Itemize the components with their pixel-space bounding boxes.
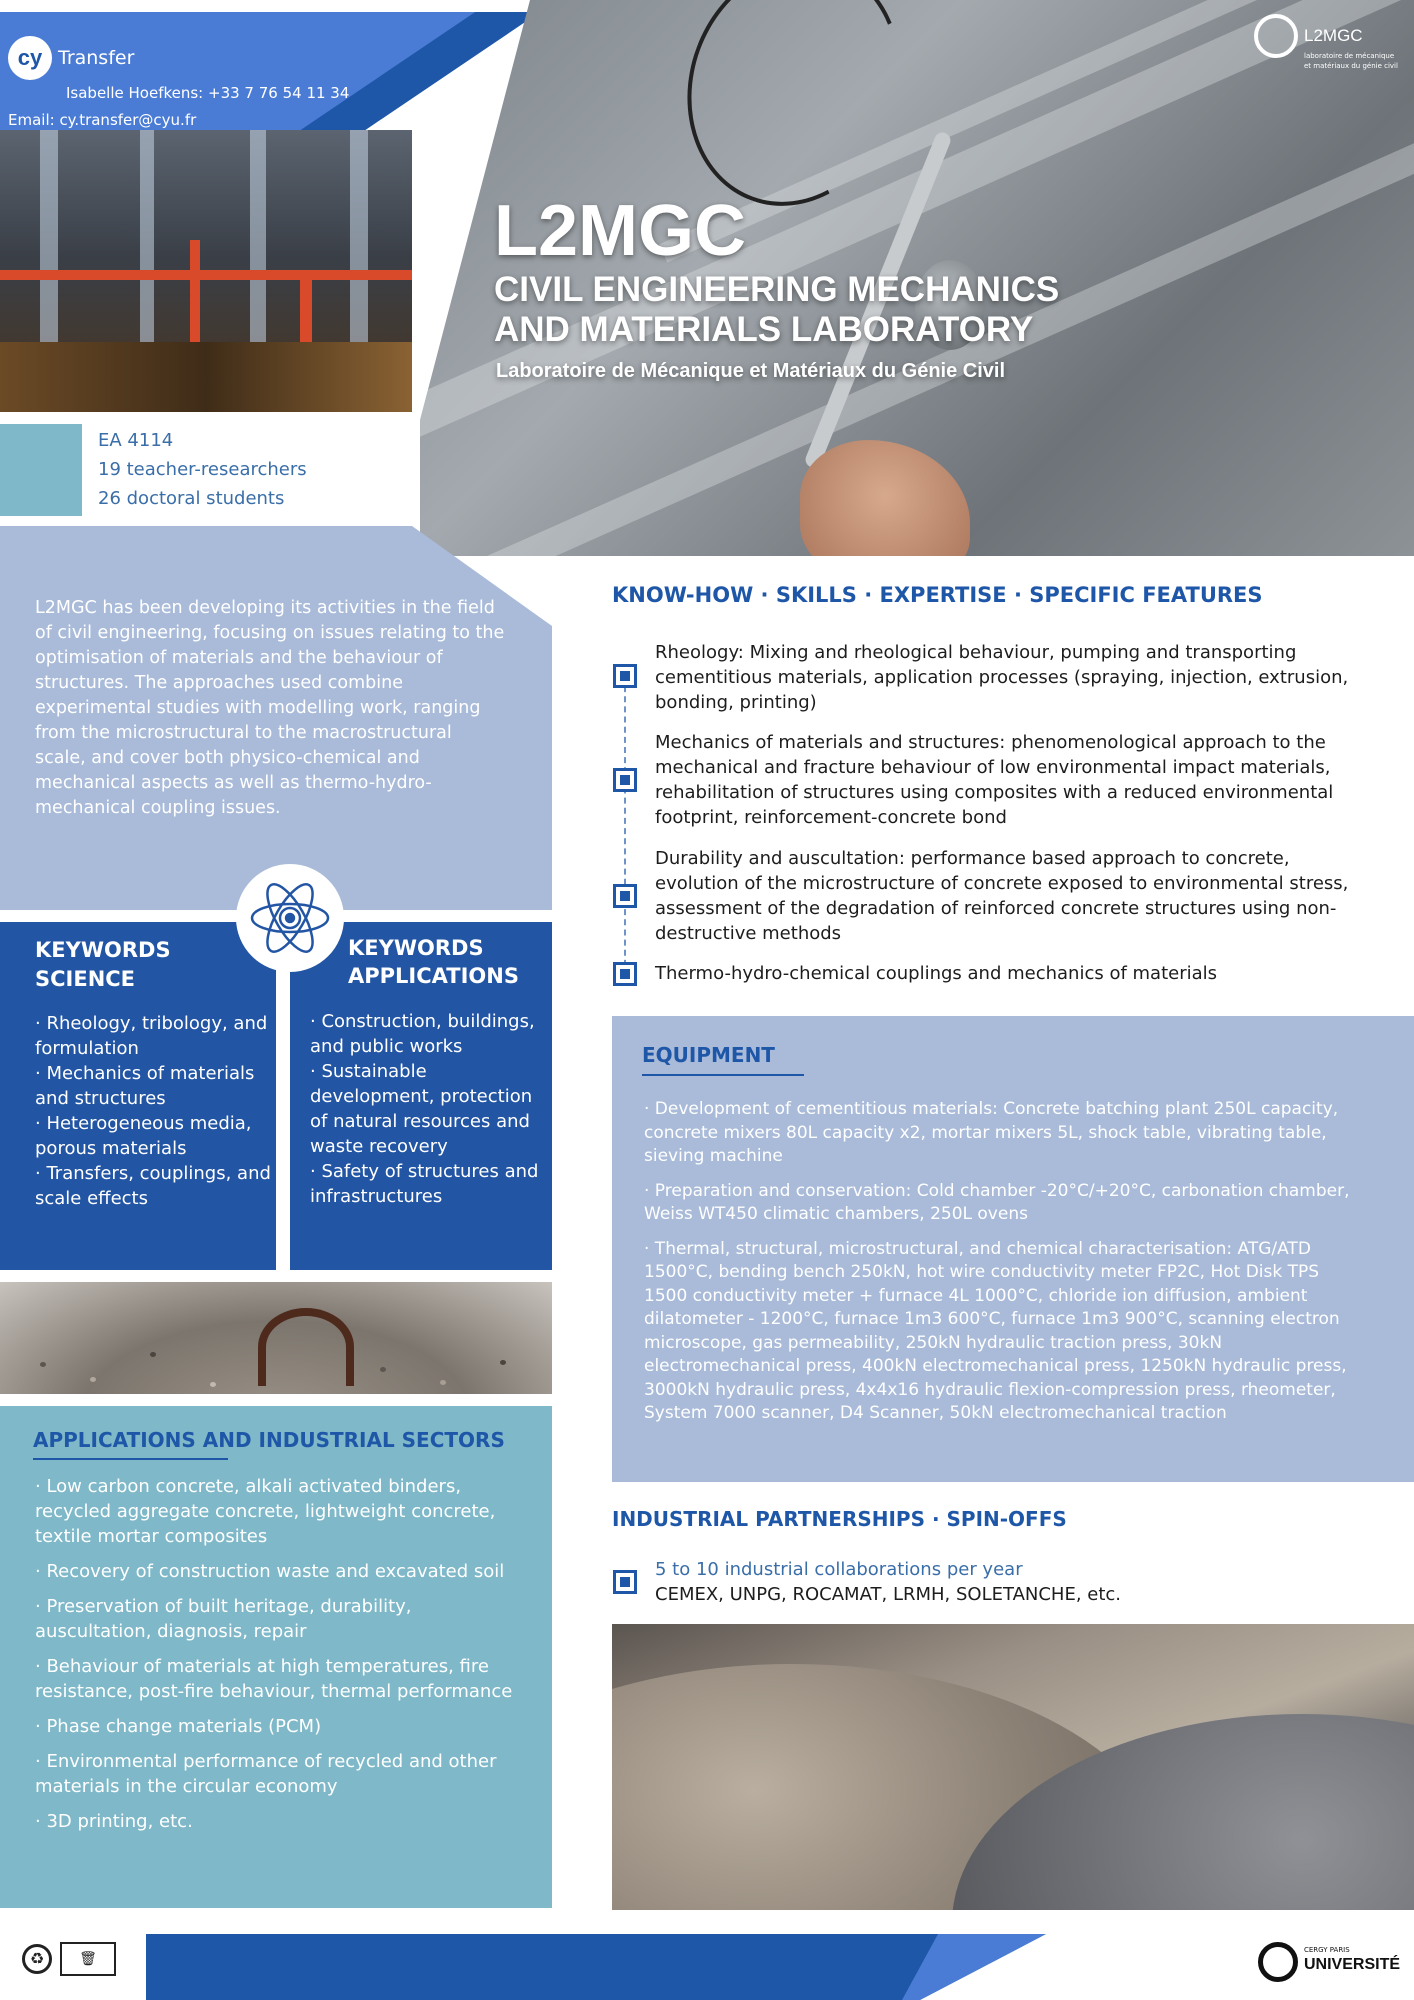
intro-text: L2MGC has been developing its activities in the field of civil engineering, focusing on issues relating to the optimisation of materials and the behaviour of structures. The approaches used combine experimental studies with modelling work, ranging from the microstructural to the macrostructural scale, and cover both physico-chemical and mechanical aspects as well as thermo-hydro-mechanical coupling issues. <box>35 598 505 818</box>
stat-ea: EA 4114 <box>98 430 174 451</box>
stats-bar <box>0 424 82 516</box>
keywords-applications-list <box>310 1009 546 1209</box>
applications-list <box>35 1474 521 1834</box>
cyu-logo <box>1258 1940 1408 1990</box>
hero-title-line2: AND MATERIALS LABORATORY <box>494 310 1034 349</box>
square-marker-icon <box>613 664 637 688</box>
equipment-item: · Preparation and conservation: Cold chamber -20°C/+20°C, carbonation chamber, Weiss WT450 climatic chambers, 250L ovens <box>644 1180 1350 1224</box>
recycle-icon: ♻ <box>22 1944 52 1974</box>
hero-acronym: L2MGC <box>494 191 746 271</box>
keyword-application-item: · Safety of structures and infrastructures <box>310 1161 539 1207</box>
lab-logo-sub2: et matériaux du génie civil <box>1304 62 1398 70</box>
trash-bin-icon: 🗑 <box>60 1942 116 1976</box>
knowhow-item: Rheology: Mixing and rheological behaviour, pumping and transporting cementitious materials, application processes (spraying, injection, extrusion, bonding, printing) <box>655 642 1349 713</box>
knowhow-item: Mechanics of materials and structures: phenomenological approach to the mechanical and fracture behaviour of low environmental impact materials, rehabilitation of structures using composites with a reduced environmental footprint, reinforcement-concrete bond <box>655 732 1334 828</box>
lab-logo-sub1: laboratoire de mécanique <box>1304 52 1395 60</box>
l2mgc-logo <box>1254 14 1404 74</box>
rebar-gravel-photo <box>0 1282 552 1394</box>
keyword-science-item: · Transfers, couplings, and scale effects <box>35 1163 271 1209</box>
application-item: · Behaviour of materials at high temperatures, fire resistance, post-fire behaviour, thermal performance <box>35 1656 513 1702</box>
contact-email[interactable]: Email: cy.transfer@cyu.fr <box>8 111 197 129</box>
partnerships-highlight: 5 to 10 industrial collaborations per year <box>655 1559 1023 1580</box>
application-item: · Recovery of construction waste and excavated soil <box>35 1561 505 1582</box>
knowhow-item: Durability and auscultation: performance based approach to concrete, evolution of the microstructure of concrete exposed to environmental stress, assessment of the degradation of reinforced concrete structures using non-destructive methods <box>655 848 1349 944</box>
footer-band <box>146 1934 1046 2000</box>
equipment-title: EQUIPMENT <box>642 1043 775 1067</box>
cyu-logo-small: CERGY PARIS <box>1304 1946 1350 1954</box>
applications-underline <box>33 1458 228 1460</box>
cyu-logo-icon <box>1258 1942 1298 1982</box>
cy-logo-icon: cy <box>8 36 52 80</box>
partnerships-list: CEMEX, UNPG, ROCAMAT, LRMH, SOLETANCHE, etc. <box>655 1584 1122 1605</box>
application-item: · Low carbon concrete, alkali activated binders, recycled aggregate concrete, lightweight concrete, textile mortar composites <box>35 1476 496 1547</box>
lab-logo-name: L2MGC <box>1304 26 1363 45</box>
application-item: · Environmental performance of recycled and other materials in the circular economy <box>35 1751 497 1797</box>
keyword-science-item: · Mechanics of materials and structures <box>35 1063 255 1109</box>
keywords-science-title-line2: SCIENCE <box>35 967 136 991</box>
contact-person: Isabelle Hoefkens: +33 7 76 54 11 34 <box>66 84 350 102</box>
square-marker-icon <box>613 1570 637 1594</box>
keywords-science-list <box>35 1011 271 1211</box>
stat-doctoral: 26 doctoral students <box>98 488 285 509</box>
aggregate-piles-photo <box>612 1624 1414 1910</box>
stat-teachers: 19 teacher-researchers <box>98 459 307 480</box>
keyword-application-item: · Construction, buildings, and public works <box>310 1011 535 1057</box>
square-marker-icon <box>613 884 637 908</box>
applications-title: APPLICATIONS AND INDUSTRIAL SECTORS <box>33 1428 505 1452</box>
square-marker-icon <box>613 962 637 986</box>
equipment-list <box>644 1098 1364 1426</box>
keyword-application-item: · Sustainable development, protection of natural resources and waste recovery <box>310 1061 533 1157</box>
atom-icon <box>246 874 334 962</box>
application-item: · Preservation of built heritage, durability, auscultation, diagnosis, repair <box>35 1596 412 1642</box>
knowhow-item: Thermo-hydro-chemical couplings and mechanics of materials <box>655 963 1218 984</box>
equipment-underline <box>642 1074 804 1076</box>
keywords-science-title-line1: KEYWORDS <box>35 938 171 962</box>
partnerships-title: INDUSTRIAL PARTNERSHIPS · SPIN-OFFS <box>612 1507 1067 1531</box>
equipment-item: · Thermal, structural, microstructural, and chemical characterisation: ATG/ATD 1500°C, bending bench 250kN, hot wire conductivity meter FP2C, Hot Disk TPS 1500 conductivity meter + furnace 4L 1000°C, chloride ion diffusion, ambient dilatometer - 1200°C, furnace 1m3 600°C, furnace 1m3 900°C, scanning electron microscope, gas permeability, 250kN hydraulic traction press, 30kN electromechanical press, 400kN electromechanical press, 1250kN hydraulic press, 3000kN hydraulic press, 4x4x16 hydraulic flexion-compression press, rheometer, System 7000 scanner, D4 Scanner, 50kN electromechanical traction <box>644 1238 1347 1423</box>
square-marker-icon <box>613 768 637 792</box>
keywords-applications-title-line1: KEYWORDS <box>348 936 484 960</box>
workshop-photo <box>0 130 412 412</box>
lab-logo-icon <box>1254 14 1298 58</box>
hero-title-line1: CIVIL ENGINEERING MECHANICS <box>494 270 1060 309</box>
keyword-science-item: · Rheology, tribology, and formulation <box>35 1013 268 1059</box>
equipment-item: · Development of cementitious materials: Concrete batching plant 250L capacity, concrete mixers 80L capacity x2, mortar mixers 5L, shock table, vibrating table, sieving machine <box>644 1099 1339 1166</box>
knowhow-title: KNOW-HOW · SKILLS · EXPERTISE · SPECIFIC FEATURES <box>612 583 1263 607</box>
application-item: · 3D printing, etc. <box>35 1811 193 1832</box>
brand-name: Transfer <box>58 47 135 69</box>
keywords-applications-title-line2: APPLICATIONS <box>348 964 519 988</box>
knowhow-timeline <box>624 676 626 976</box>
application-item: · Phase change materials (PCM) <box>35 1716 322 1737</box>
keyword-science-item: · Heterogeneous media, porous materials <box>35 1113 252 1159</box>
hero-subtitle: Laboratoire de Mécanique et Matériaux du Génie Civil <box>496 360 1006 382</box>
cyu-logo-name: UNIVERSITÉ <box>1304 1956 1401 1973</box>
